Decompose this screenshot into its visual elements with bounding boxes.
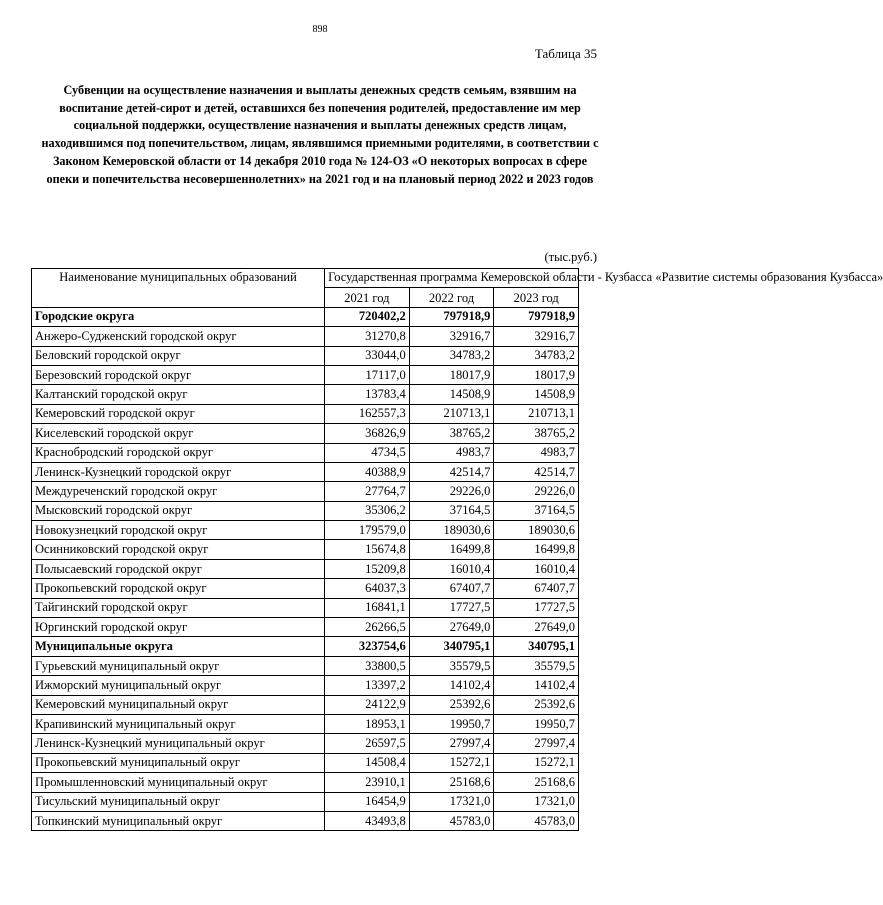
value-2021-cell: 720402,2	[325, 307, 410, 326]
header-year-2021: 2021 год	[325, 288, 410, 307]
row-name-cell: Муниципальные округа	[32, 637, 325, 656]
value-2021-cell: 64037,3	[325, 579, 410, 598]
value-2022-cell: 4983,7	[409, 443, 494, 462]
row-name-cell: Киселевский городской округ	[32, 424, 325, 443]
table-label: Таблица 35	[534, 46, 597, 61]
value-2023-cell: 4983,7	[494, 443, 579, 462]
value-2021-cell: 323754,6	[325, 637, 410, 656]
row-name-cell: Гурьевский муниципальный округ	[32, 656, 325, 675]
value-2021-cell: 36826,9	[325, 424, 410, 443]
row-name-cell: Междуреченский городской округ	[32, 482, 325, 501]
row-name-cell: Кемеровский городской округ	[32, 404, 325, 423]
value-2023-cell: 38765,2	[494, 424, 579, 443]
row-name-cell: Новокузнецкий городской округ	[32, 521, 325, 540]
table-row	[32, 676, 579, 695]
header-name-column: Наименование муниципальных образований	[32, 269, 325, 308]
value-2023-cell: 18017,9	[494, 365, 579, 384]
value-2022-cell: 189030,6	[409, 521, 494, 540]
value-2021-cell: 26597,5	[325, 734, 410, 753]
group-total-row	[32, 637, 579, 656]
row-name-cell: Березовский городской округ	[32, 365, 325, 384]
value-2023-cell: 14102,4	[494, 676, 579, 695]
value-2023-cell: 32916,7	[494, 327, 579, 346]
value-2023-cell: 25392,6	[494, 695, 579, 714]
value-2022-cell: 37164,5	[409, 501, 494, 520]
row-name-cell: Ленинск-Кузнецкий муниципальный округ	[32, 734, 325, 753]
row-name-cell: Мысковский городской округ	[32, 501, 325, 520]
table-row	[32, 482, 579, 501]
value-2022-cell: 15272,1	[409, 753, 494, 772]
row-name-cell: Крапивинский муниципальный округ	[32, 714, 325, 733]
header-program: Государственная программа Кемеровской области - Кузбасса «Развитие системы образования Кузбасса»	[325, 269, 579, 288]
value-2021-cell: 16454,9	[325, 792, 410, 811]
value-2023-cell: 19950,7	[494, 714, 579, 733]
value-2022-cell: 27997,4	[409, 734, 494, 753]
row-name-cell: Ижморский муниципальный округ	[32, 676, 325, 695]
row-name-cell: Кемеровский муниципальный округ	[32, 695, 325, 714]
row-name-cell: Промышленновский муниципальный округ	[32, 773, 325, 792]
row-name-cell: Городские округа	[32, 307, 325, 326]
value-2021-cell: 33800,5	[325, 656, 410, 675]
value-2022-cell: 25168,6	[409, 773, 494, 792]
table-row	[32, 443, 579, 462]
row-name-cell: Ленинск-Кузнецкий городской округ	[32, 462, 325, 481]
value-2022-cell: 32916,7	[409, 327, 494, 346]
value-2023-cell: 45783,0	[494, 811, 579, 830]
row-name-cell: Беловский городской округ	[32, 346, 325, 365]
value-2022-cell: 35579,5	[409, 656, 494, 675]
row-name-cell: Полысаевский городской округ	[32, 559, 325, 578]
value-2023-cell: 27997,4	[494, 734, 579, 753]
row-name-cell: Топкинский муниципальный округ	[32, 811, 325, 830]
value-2021-cell: 15674,8	[325, 540, 410, 559]
row-name-cell: Тайгинский городской округ	[32, 598, 325, 617]
value-2023-cell: 34783,2	[494, 346, 579, 365]
value-2023-cell: 37164,5	[494, 501, 579, 520]
row-name-cell: Анжеро-Судженский городской округ	[32, 327, 325, 346]
row-name-cell: Прокопьевский городской округ	[32, 579, 325, 598]
value-2021-cell: 26266,5	[325, 618, 410, 637]
value-2022-cell: 14508,9	[409, 385, 494, 404]
table-row	[32, 773, 579, 792]
header-year-2022: 2022 год	[409, 288, 494, 307]
row-name-cell: Калтанский городской округ	[32, 385, 325, 404]
value-2023-cell: 15272,1	[494, 753, 579, 772]
value-2021-cell: 14508,4	[325, 753, 410, 772]
value-2023-cell: 67407,7	[494, 579, 579, 598]
table-row	[32, 792, 579, 811]
value-2023-cell: 210713,1	[494, 404, 579, 423]
value-2021-cell: 33044,0	[325, 346, 410, 365]
table-row	[32, 714, 579, 733]
value-2022-cell: 45783,0	[409, 811, 494, 830]
value-2023-cell: 29226,0	[494, 482, 579, 501]
table-row	[32, 521, 579, 540]
table-row	[32, 598, 579, 617]
value-2022-cell: 797918,9	[409, 307, 494, 326]
value-2023-cell: 17727,5	[494, 598, 579, 617]
table-row	[32, 404, 579, 423]
value-2021-cell: 4734,5	[325, 443, 410, 462]
value-2022-cell: 27649,0	[409, 618, 494, 637]
value-2021-cell: 43493,8	[325, 811, 410, 830]
value-2022-cell: 340795,1	[409, 637, 494, 656]
value-2023-cell: 35579,5	[494, 656, 579, 675]
value-2021-cell: 17117,0	[325, 365, 410, 384]
table-row	[32, 327, 579, 346]
value-2023-cell: 42514,7	[494, 462, 579, 481]
header-year-2023: 2023 год	[494, 288, 579, 307]
value-2021-cell: 13783,4	[325, 385, 410, 404]
value-2023-cell: 797918,9	[494, 307, 579, 326]
row-name-cell: Юргинский городской округ	[32, 618, 325, 637]
table-row	[32, 618, 579, 637]
value-2023-cell: 16499,8	[494, 540, 579, 559]
value-2021-cell: 23910,1	[325, 773, 410, 792]
value-2021-cell: 162557,3	[325, 404, 410, 423]
table-row	[32, 811, 579, 830]
row-name-cell: Осинниковский городской округ	[32, 540, 325, 559]
value-2021-cell: 16841,1	[325, 598, 410, 617]
value-2022-cell: 210713,1	[409, 404, 494, 423]
value-2021-cell: 179579,0	[325, 521, 410, 540]
value-2022-cell: 34783,2	[409, 346, 494, 365]
value-2023-cell: 25168,6	[494, 773, 579, 792]
value-2021-cell: 18953,1	[325, 714, 410, 733]
value-2022-cell: 67407,7	[409, 579, 494, 598]
value-2021-cell: 24122,9	[325, 695, 410, 714]
value-2023-cell: 189030,6	[494, 521, 579, 540]
table-row	[32, 656, 579, 675]
value-2021-cell: 15209,8	[325, 559, 410, 578]
value-2022-cell: 14102,4	[409, 676, 494, 695]
table-row	[32, 501, 579, 520]
page-number: 898	[312, 24, 328, 35]
table-row	[32, 753, 579, 772]
value-2022-cell: 29226,0	[409, 482, 494, 501]
value-2023-cell: 340795,1	[494, 637, 579, 656]
value-2021-cell: 31270,8	[325, 327, 410, 346]
value-2022-cell: 25392,6	[409, 695, 494, 714]
value-2023-cell: 17321,0	[494, 792, 579, 811]
table-row	[32, 540, 579, 559]
value-2021-cell: 27764,7	[325, 482, 410, 501]
value-2022-cell: 17727,5	[409, 598, 494, 617]
value-2022-cell: 17321,0	[409, 792, 494, 811]
row-name-cell: Прокопьевский муниципальный округ	[32, 753, 325, 772]
table-row	[32, 385, 579, 404]
value-2021-cell: 40388,9	[325, 462, 410, 481]
table-body	[32, 307, 579, 831]
document-title: Субвенции на осуществление назначения и выплаты денежных средств семьям, взявшим на воспитание детей-сирот и детей, оставшихся без попечения родителей, предоставление им мер социальной поддержки, осуществление назначения и выплаты денежных средств лицам, находившимся под попечительством, лицам, являвшимся приемными родителями, в соответствии с Законом Кемеровской области от 14 декабря 2010 года № 124-ОЗ «О некоторых вопросах в сфере опеки и попечительства несовершеннолетних» на 2021 год и на плановый период 2022 и 2023 годов	[41, 83, 599, 186]
table-row	[32, 424, 579, 443]
table-row	[32, 695, 579, 714]
value-2022-cell: 38765,2	[409, 424, 494, 443]
value-2022-cell: 18017,9	[409, 365, 494, 384]
group-total-row	[32, 307, 579, 326]
subvention-table	[31, 268, 883, 831]
value-2022-cell: 19950,7	[409, 714, 494, 733]
table-row	[32, 579, 579, 598]
row-name-cell: Краснобродский городской округ	[32, 443, 325, 462]
value-2022-cell: 16010,4	[409, 559, 494, 578]
row-name-cell: Тисульский муниципальный округ	[32, 792, 325, 811]
value-2023-cell: 14508,9	[494, 385, 579, 404]
table-row	[32, 346, 579, 365]
table-row	[32, 734, 579, 753]
value-2023-cell: 16010,4	[494, 559, 579, 578]
value-2022-cell: 16499,8	[409, 540, 494, 559]
table-row	[32, 365, 579, 384]
value-2022-cell: 42514,7	[409, 462, 494, 481]
value-2021-cell: 35306,2	[325, 501, 410, 520]
value-2021-cell: 13397,2	[325, 676, 410, 695]
table-row	[32, 559, 579, 578]
table-row	[32, 462, 579, 481]
units-label: (тыс.руб.)	[544, 250, 597, 264]
value-2023-cell: 27649,0	[494, 618, 579, 637]
